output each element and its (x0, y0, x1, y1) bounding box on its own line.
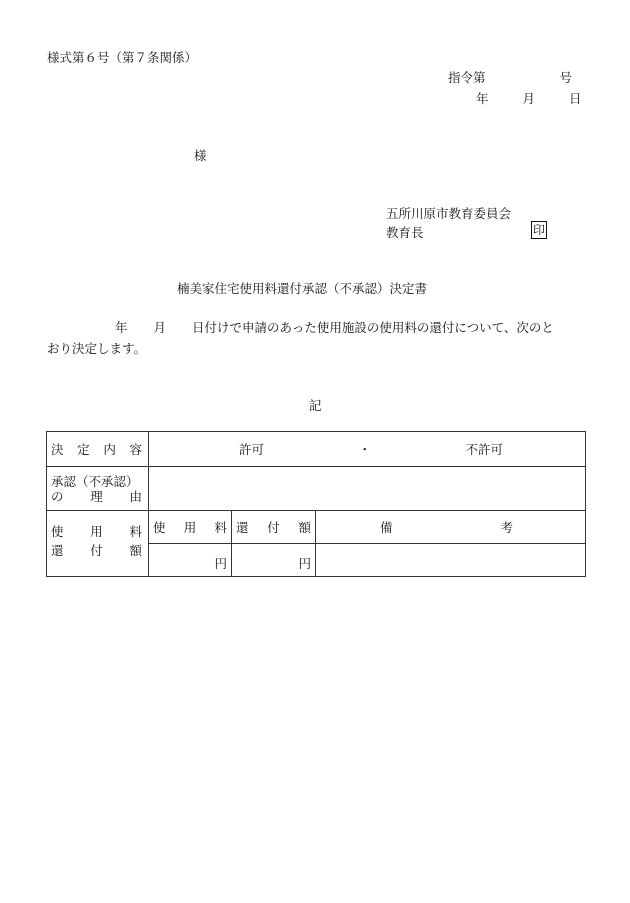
issuer-org: 五所川原市教育委員会 (386, 206, 512, 221)
remarks-field[interactable] (316, 544, 586, 577)
deny-option: 不許可 (465, 442, 504, 457)
body-month: 月 (153, 320, 167, 335)
directive-prefix: 指令第 (448, 70, 486, 85)
date-month: 月 (522, 91, 535, 106)
permit-option: 許可 (239, 442, 265, 457)
yen-unit-refund: 円 (298, 556, 311, 571)
document-title: 楠美家住宅使用料還付承認（不承認）決定書 (177, 281, 428, 296)
addressee: 様 (194, 148, 207, 163)
body-text (47, 317, 587, 359)
directive-number (448, 68, 572, 86)
refund-header-row (47, 511, 586, 544)
yen-unit-fee: 円 (214, 556, 227, 571)
reason-label: 承認（不承認） の 理 由 (47, 467, 149, 511)
body-line2: おり決定します。 (47, 341, 147, 356)
reason-row (47, 467, 586, 511)
refund-label: 使 用 料 還 付 額 (47, 511, 149, 577)
refund-column-header: 還 付 額 (232, 511, 316, 544)
date-year: 年 (476, 91, 489, 106)
form-number: 様式第６号（第７条関係） (47, 50, 198, 65)
decision-table (46, 431, 586, 577)
date-day: 日 (568, 91, 582, 106)
decision-label: 決 定 内 容 (47, 432, 149, 467)
separator-dot: ・ (358, 442, 372, 457)
seal-mark: 印 (533, 223, 546, 237)
fee-column-header: 使 用 料 (149, 511, 232, 544)
ki-heading: 記 (309, 398, 322, 413)
refund-amount-field[interactable] (232, 544, 316, 577)
body-year: 年 (115, 320, 128, 335)
fee-amount-field[interactable] (149, 544, 232, 577)
directive-suffix: 号 (559, 70, 572, 85)
issuer-title: 教育長 (386, 225, 424, 240)
reason-field[interactable] (149, 467, 586, 511)
date-line (476, 89, 581, 107)
remarks-column-header: 備 考 (316, 511, 586, 544)
decision-row (47, 432, 586, 467)
body-line1: 日付けで申請のあった使用施設の使用料の還付について、次のと (192, 320, 554, 335)
decision-options (149, 432, 586, 467)
